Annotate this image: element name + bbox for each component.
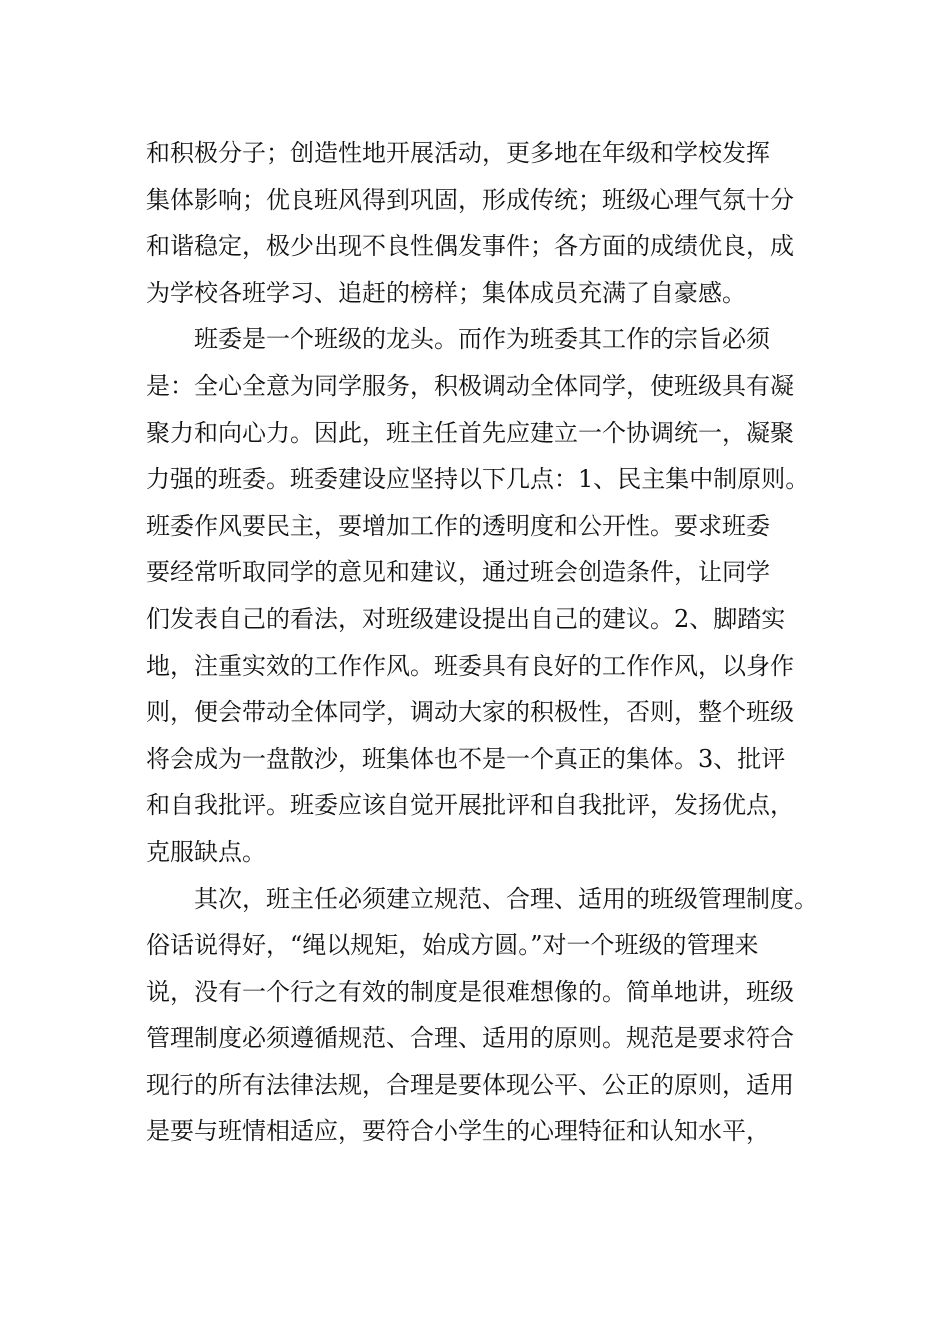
text-line: 聚力和向心力。因此，班主任首先应建立一个协调统一，凝聚 [146,418,794,447]
text-line: 为学校各班学习、追赶的榜样；集体成员充满了自豪感。 [146,278,746,307]
text-line: 管理制度必须遵循规范、合理、适用的原则。规范是要求符合 [146,1024,794,1053]
paragraph-first-line: 班委是一个班级的龙头。而作为班委其工作的宗旨必须 [194,325,770,354]
text-line: 现行的所有法律法规，合理是要体现公平、公正的原则，适用 [146,1070,794,1099]
body-text [146,130,836,1155]
text-line: 们发表自己的看法，对班级建设提出自己的建议。2、脚踏实 [146,604,786,633]
text-line: 集体影响；优良班风得到巩固，形成传统；班级心理气氛十分 [146,185,794,214]
text-line: 将会成为一盘散沙，班集体也不是一个真正的集体。3、批评 [146,744,786,773]
paragraph-first-line: 其次，班主任必须建立规范、合理、适用的班级管理制度。 [194,884,818,913]
text-line: 力强的班委。班委建设应坚持以下几点：1、民主集中制原则。 [146,465,810,494]
text-line: 要经常听取同学的意见和建议，通过班会创造条件，让同学 [146,558,770,587]
text-line: 克服缺点。 [146,837,266,866]
text-line: 是：全心全意为同学服务，积极调动全体同学，使班级具有凝 [146,371,794,400]
text-line: 和积极分子；创造性地开展活动，更多地在年级和学校发挥 [146,139,770,167]
text-line: 和谐稳定，极少出现不良性偶发事件；各方面的成绩优良，成 [146,232,794,261]
text-line: 说，没有一个行之有效的制度是很难想像的。简单地讲，班级 [146,977,794,1006]
text-line: 和自我批评。班委应该自觉开展批评和自我批评，发扬优点， [146,791,794,820]
text-line: 是要与班情相适应，要符合小学生的心理特征和认知水平， [146,1117,770,1146]
text-line: 俗话说得好，“绳以规矩，始成方圆。”对一个班级的管理来 [146,931,759,960]
text-line: 则，便会带动全体同学，调动大家的积极性，否则，整个班级 [146,698,794,727]
text-line: 地，注重实效的工作作风。班委具有良好的工作作风，以身作 [146,651,794,680]
text-line: 班委作风要民主，要增加工作的透明度和公开性。要求班委 [146,511,770,540]
